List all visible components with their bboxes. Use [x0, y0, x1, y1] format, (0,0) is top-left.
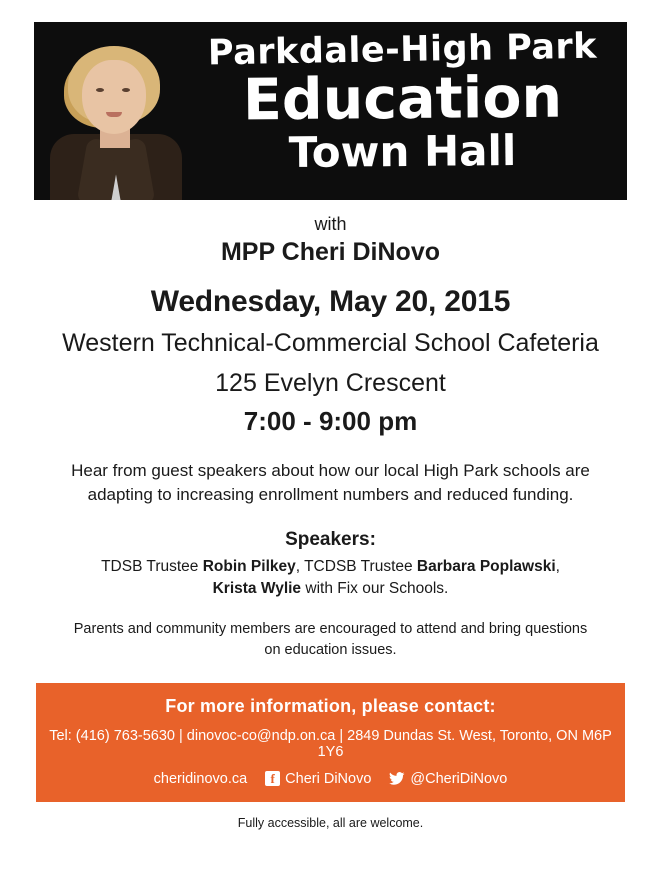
with-label: with — [314, 214, 347, 234]
contact-band — [36, 683, 625, 802]
twitter-link[interactable] — [389, 771, 507, 787]
event-venue: Western Technical-Commercial School Cafeteria — [62, 329, 599, 357]
invitation-text: Parents and community members are encouraged to attend and bring questions on education issues. — [73, 620, 588, 658]
contact-details: Tel: (416) 763-5630 | dinovoc-co@ndp.on.ca | 2849 Dundas St. West, Toronto, ON M6P 1Y6 — [49, 727, 612, 760]
banner-title-line1: Parkdale-High Park — [207, 26, 598, 74]
speakers-line1-pre: TDSB Trustee — [101, 557, 203, 575]
portrait-eye-left — [96, 88, 104, 92]
speakers-heading: Speakers: — [285, 528, 376, 550]
banner-title-line3: Town Hall — [288, 125, 517, 177]
event-time: 7:00 - 9:00 pm — [243, 405, 418, 436]
poster — [0, 22, 661, 877]
website-link[interactable]: cheridinovo.ca — [153, 770, 248, 787]
contact-heading: For more information, please contact: — [165, 695, 496, 716]
banner-title-group — [184, 26, 621, 177]
twitter-icon — [389, 772, 405, 786]
speaker-name-robin-pilkey: Robin Pilkey — [202, 557, 296, 575]
event-address: 125 Evelyn Crescent — [215, 368, 446, 397]
portrait-face — [82, 60, 146, 134]
speaker-name-barbara-poplawski: Barbara Poplawski — [416, 557, 556, 575]
portrait-eye-right — [122, 88, 130, 92]
speakers-line1-mid: , TCDSB Trustee — [295, 557, 417, 575]
event-date: Wednesday, May 20, 2015 — [150, 285, 511, 318]
accessibility-note: Fully accessible, all are welcome. — [237, 815, 424, 830]
facebook-icon: f — [265, 771, 280, 786]
speaker-mpp-name: MPP Cheri DiNovo — [220, 238, 441, 266]
contact-social-row — [46, 771, 615, 787]
speaker-name-krista-wylie: Krista Wylie — [212, 580, 302, 598]
banner-title-line2: Education — [242, 64, 563, 134]
facebook-link[interactable] — [265, 771, 371, 787]
portrait-image — [42, 30, 192, 200]
header-banner — [34, 22, 627, 200]
event-description: Hear from guest speakers about how our local High Park schools are adapting to increasing enrollment numbers and reduced funding. — [71, 460, 590, 504]
portrait-mouth — [106, 112, 122, 117]
speakers-line1-post: , — [555, 557, 560, 575]
speakers-line2-post: with Fix our Schools. — [301, 580, 449, 598]
twitter-handle: @CheriDiNovo — [410, 770, 508, 787]
facebook-handle: Cheri DiNovo — [285, 770, 372, 787]
speakers-list — [28, 556, 633, 601]
